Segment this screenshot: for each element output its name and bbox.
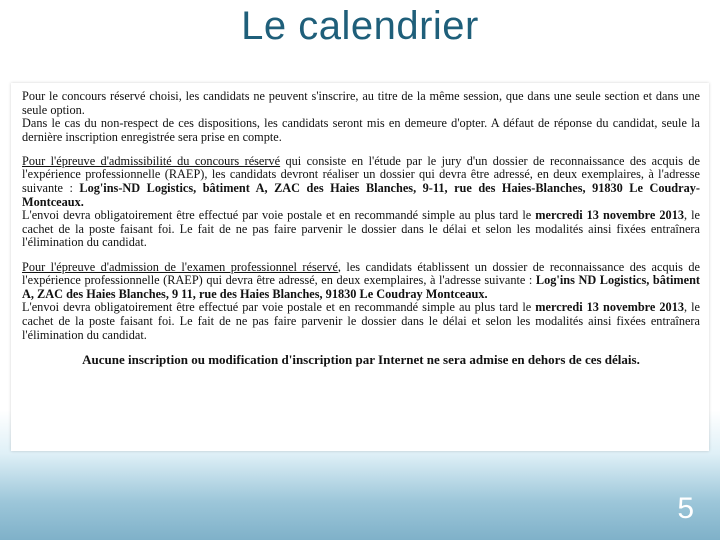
deadline-date: mercredi 13 novembre 2013 — [535, 208, 684, 223]
paragraph-text: , les candidats établissent un dossier de reconnaissance des acquis de l'expérience professionnelle (RAEP) qui devra être adressé, en deux exemplaires, à l'adresse suivante : — [22, 259, 700, 288]
paragraph-text: , le cachet de la poste faisant foi. Le fait de ne pas faire parvenir le dossier dans le délai et selon les modalités ainsi fixées entraînera l'élimination du candidat. — [22, 300, 700, 342]
paragraph-admissibility — [22, 155, 700, 250]
page-number: 5 — [677, 492, 694, 525]
address: Log'ins ND Logistics, bâtiment A, ZAC des Haies Blanches, 9 11, rue des Haies Blanches, 91830 Le Coudray Montceaux. — [22, 273, 700, 301]
address: Log'ins-ND Logistics, bâtiment A, ZAC des Haies Blanches, 9-11, rue des Haies-Blanches, 91830 Le Coudray-Montceaux. — [22, 181, 700, 209]
internet-notice: Aucune inscription ou modification d'inscription par Internet ne sera admise en dehors de ces délais. — [82, 351, 640, 367]
slide-title: Le calendrier — [241, 4, 479, 48]
document-excerpt — [11, 83, 709, 451]
paragraph-text: L'envoi devra obligatoirement être effectué par voie postale et en recommandé simple au plus tard le — [22, 208, 536, 223]
paragraph-lead: Pour l'épreuve d'admissibilité du concours réservé — [22, 153, 281, 168]
deadline-date: mercredi 13 novembre 2013 — [535, 300, 684, 315]
paragraph-admission — [22, 261, 700, 343]
paragraph-section-rule — [22, 90, 700, 144]
paragraph-text: L'envoi devra obligatoirement être effectué par voie postale et en recommandé simple au plus tard le — [22, 300, 536, 315]
paragraph-lead: Pour l'épreuve d'admission de l'examen professionnel réservé — [22, 259, 338, 274]
paragraph-text: , le cachet de la poste faisant foi. Le fait de ne pas faire parvenir le dossier dans le délai et selon les modalités ainsi fixées entraînera l'élimination du candidat. — [22, 208, 700, 250]
paragraph-text: Pour le concours réservé choisi, les candidats ne peuvent s'inscrire, au titre de la même session, que dans une seule section et dans une seule option. — [22, 89, 700, 117]
paragraph-text: qui consiste en l'étude par le jury d'un dossier de reconnaissance des acquis de l'expérience professionnelle (RAEP), les candidats devront réaliser un dossier qui devra être adressé, en deux exemplaires, à l'adresse suivante : — [22, 153, 701, 196]
paragraph-text: Dans le cas du non-respect de ces dispositions, les candidats seront mis en demeure d'opter. A défaut de réponse du candidat, seule la dernière inscription enregistrée sera prise en compte. — [22, 116, 700, 144]
